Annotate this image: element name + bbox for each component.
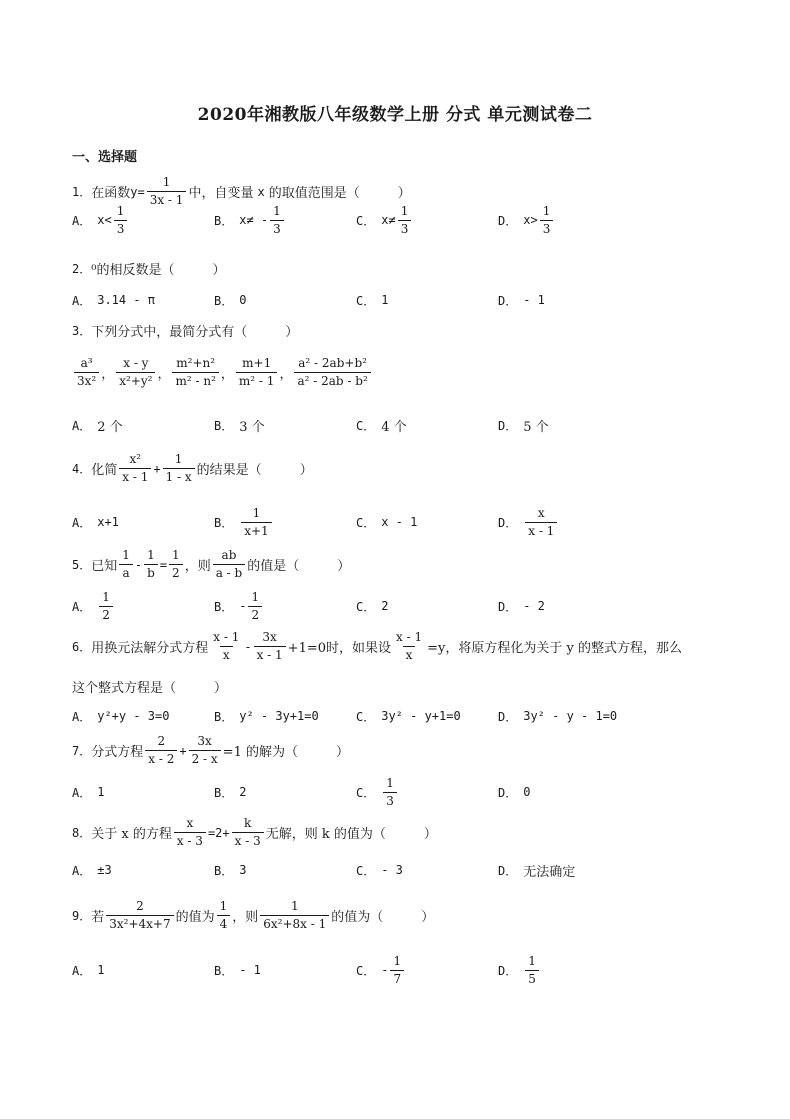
math-text: - <box>134 557 143 572</box>
question-text: 若 <box>91 910 105 925</box>
question-5 <box>72 548 350 581</box>
numerator: 1 <box>174 452 183 466</box>
question-6 <box>72 630 682 663</box>
option-a[interactable] <box>72 590 115 623</box>
numerator: 1 <box>251 589 260 604</box>
fraction <box>169 548 183 581</box>
denominator: 2 <box>99 606 113 623</box>
question-3 <box>72 321 298 340</box>
denominator: 3 <box>540 220 554 237</box>
option-text: 2 个 <box>97 419 123 435</box>
denominator: a² - 2ab - b² <box>294 372 370 389</box>
option-text: 0 <box>239 293 247 307</box>
option-b[interactable] <box>214 862 246 879</box>
denominator: a - b <box>213 564 246 581</box>
option-b[interactable] <box>214 292 246 309</box>
option-a[interactable] <box>72 416 123 435</box>
option-text: 4 个 <box>381 419 407 435</box>
question-text: ） <box>212 263 226 278</box>
fraction <box>241 506 271 539</box>
option-d[interactable] <box>498 861 575 880</box>
denominator: 3 <box>114 220 128 237</box>
numerator: 1 <box>219 899 228 913</box>
numerator: 2 <box>136 899 144 913</box>
denominator: b <box>144 564 158 581</box>
question-text: ） <box>299 463 313 478</box>
option-d[interactable] <box>498 292 545 309</box>
option-text: 3.14 - π <box>97 293 156 307</box>
option-label: A． <box>72 785 92 800</box>
fraction <box>254 630 286 663</box>
option-label: A． <box>72 963 92 978</box>
question-number: 3． <box>72 324 92 338</box>
question-text: 的值为 <box>175 910 215 925</box>
option-text: x - 1 <box>381 515 418 529</box>
fraction <box>74 356 99 389</box>
denominator: x - 1 <box>525 522 557 539</box>
question-text: 已知 <box>91 559 118 574</box>
question-text: ） <box>335 745 349 760</box>
option-label: A． <box>72 599 92 614</box>
question-text: ，则 <box>232 910 259 925</box>
math-text: + <box>153 461 161 476</box>
question-2 <box>72 259 225 278</box>
fraction <box>248 590 262 623</box>
numerator: a³ <box>80 356 93 370</box>
question-text: 的值是（ <box>247 559 300 574</box>
option-a[interactable] <box>72 514 119 531</box>
question-text: 无解，则 k 的值为（ <box>265 827 386 842</box>
denominator: 2 <box>248 606 262 623</box>
option-d[interactable] <box>498 784 530 801</box>
option-label: D． <box>498 863 518 878</box>
option-label: B． <box>214 963 234 978</box>
option-c[interactable] <box>356 954 406 987</box>
denominator: 3x - 1 <box>147 191 187 208</box>
math-text: = <box>159 557 168 572</box>
separator: ， <box>279 367 293 382</box>
option-text: x> <box>523 213 538 227</box>
option-a[interactable] <box>72 292 155 309</box>
fraction <box>210 630 242 663</box>
fraction <box>145 734 177 767</box>
option-label: D． <box>498 293 518 308</box>
question-9 <box>72 899 434 932</box>
fraction <box>383 776 397 809</box>
question-text: 的值为（ <box>331 910 384 925</box>
option-label: B． <box>214 863 234 878</box>
denominator: 2 - x <box>189 750 221 767</box>
numerator: 1 <box>290 899 299 913</box>
option-label: B． <box>214 293 234 308</box>
math-text: + <box>179 743 187 758</box>
numerator: 1 <box>386 775 394 790</box>
option-text: y²+y - 3=0 <box>97 709 170 723</box>
denominator: x+1 <box>241 522 271 539</box>
numerator: x - 1 <box>396 630 423 644</box>
option-text: - <box>239 599 247 613</box>
option-a[interactable] <box>72 204 129 237</box>
option-text: - 2 <box>523 599 545 613</box>
option-text: x≠ <box>381 213 396 227</box>
question-number: 4． <box>72 462 92 476</box>
math-text: x <box>257 184 265 199</box>
numerator: m+1 <box>242 356 272 370</box>
fraction <box>144 548 158 581</box>
numerator: 1 <box>147 548 155 562</box>
fraction <box>163 452 195 485</box>
option-text: 2 <box>239 785 247 799</box>
numerator: 1 <box>542 203 551 218</box>
numerator: a² - 2ab+b² <box>298 356 367 370</box>
option-label: D． <box>498 599 518 614</box>
question-text: 关于 x 的方程 <box>91 827 172 842</box>
fraction <box>525 506 557 539</box>
numerator: 1 <box>400 203 409 218</box>
option-text: 1 <box>97 785 105 799</box>
fraction <box>172 356 218 389</box>
option-text: - <box>381 963 389 977</box>
option-text: 2 <box>381 599 389 613</box>
numerator: x - 1 <box>213 630 240 644</box>
page-title: 2020年湘教版八年级数学上册 分式 单元测试卷二 <box>197 105 593 125</box>
numerator: 1 <box>122 548 130 562</box>
fraction <box>119 452 151 485</box>
fraction <box>393 630 425 663</box>
option-text: 3 <box>239 863 247 877</box>
numerator: x <box>537 505 545 520</box>
question-text: 在函数 <box>91 186 131 201</box>
denominator: x <box>220 646 233 663</box>
denominator: 5 <box>525 970 539 987</box>
option-label: D． <box>498 418 518 433</box>
fraction <box>260 899 329 932</box>
fraction <box>232 816 264 849</box>
numerator: 3x <box>197 734 212 748</box>
option-c[interactable] <box>356 292 388 309</box>
option-label: D． <box>498 785 518 800</box>
option-label: A． <box>72 863 92 878</box>
option-text: 1 <box>381 293 389 307</box>
option-c[interactable] <box>356 416 407 435</box>
fraction <box>525 954 539 987</box>
question-number: 6． <box>72 640 92 654</box>
denominator: 1 - x <box>163 468 195 485</box>
math-text: =2+ <box>207 825 230 840</box>
question-3-fractions <box>72 356 373 389</box>
fraction <box>294 356 370 389</box>
denominator: 3 <box>398 220 412 237</box>
option-label: C． <box>356 709 376 724</box>
numerator: 3x <box>262 630 277 644</box>
option-label: A． <box>72 515 92 530</box>
option-text: 无法确定 <box>523 864 576 880</box>
option-text: - 3 <box>381 863 403 877</box>
option-text: 3 个 <box>239 419 265 435</box>
option-a[interactable] <box>72 862 112 879</box>
option-label: C． <box>356 785 376 800</box>
option-text: 3y² - y - 1=0 <box>523 709 618 723</box>
option-text: 3y² - y+1=0 <box>381 709 461 723</box>
fraction <box>174 816 206 849</box>
option-text: 5 个 <box>523 419 549 435</box>
option-text: x≠ - <box>239 213 269 227</box>
option-text: ±3 <box>97 863 112 877</box>
numerator: 1 <box>273 203 281 218</box>
option-label: B． <box>214 418 234 433</box>
option-b[interactable] <box>214 784 246 801</box>
denominator: 3x² <box>74 372 99 389</box>
denominator: x - 3 <box>232 832 264 849</box>
option-label: C． <box>356 515 376 530</box>
option-c[interactable] <box>356 514 417 531</box>
question-text: ⁰的相反数是（ <box>91 263 175 278</box>
question-text: ） <box>421 910 435 925</box>
option-label: D． <box>498 515 518 530</box>
option-label: A． <box>72 213 92 228</box>
option-c[interactable] <box>356 708 461 725</box>
denominator: x - 1 <box>119 468 151 485</box>
fraction <box>189 734 221 767</box>
question-text: ） <box>214 681 228 696</box>
numerator: 1 <box>252 505 261 520</box>
question-text: ） <box>285 325 299 340</box>
question-text: 中，自变量 <box>188 186 254 201</box>
option-d[interactable] <box>498 506 559 539</box>
question-7 <box>72 734 349 767</box>
denominator: 3 <box>270 220 284 237</box>
denominator: x - 2 <box>145 750 177 767</box>
option-a[interactable] <box>72 708 169 725</box>
fraction <box>390 954 404 987</box>
math-text: y= <box>130 184 145 199</box>
question-number: 9． <box>72 909 92 923</box>
option-label: B． <box>214 213 234 228</box>
option-label: B． <box>214 709 234 724</box>
option-label: D． <box>498 709 518 724</box>
option-label: B． <box>214 515 234 530</box>
question-text: +1=0时，如果设 <box>287 641 391 656</box>
question-text: =1 的解为（ <box>222 745 298 760</box>
option-label: D． <box>498 963 518 978</box>
numerator: 1 <box>172 548 180 562</box>
option-b[interactable] <box>214 506 274 539</box>
denominator: x²+y² <box>116 372 155 389</box>
option-label: C． <box>356 293 376 308</box>
option-d[interactable] <box>498 954 541 987</box>
option-label: D． <box>498 213 518 228</box>
denominator: 2 <box>169 564 183 581</box>
option-label: B． <box>214 785 234 800</box>
fraction <box>99 590 113 623</box>
question-6-line2 <box>72 677 227 696</box>
denominator: 6x²+8x - 1 <box>260 915 329 932</box>
fraction <box>236 356 278 389</box>
denominator: x - 3 <box>174 832 206 849</box>
option-text: 1 <box>97 963 105 977</box>
denominator: 3x²+4x+7 <box>106 915 173 932</box>
question-number: 1． <box>72 185 92 199</box>
question-number: 8． <box>72 826 92 840</box>
option-c[interactable] <box>356 598 388 615</box>
question-text: =y，将原方程化为关于 y 的整式方程，那么 <box>427 641 682 656</box>
separator: ， <box>157 367 171 382</box>
option-label: C． <box>356 963 376 978</box>
question-text: 分式方程 <box>91 745 144 760</box>
numerator: x - y <box>123 356 149 370</box>
fraction <box>116 356 155 389</box>
option-label: A． <box>72 293 92 308</box>
denominator: m² - n² <box>172 372 218 389</box>
fraction <box>398 204 412 237</box>
option-b[interactable] <box>214 962 261 979</box>
question-8 <box>72 816 437 849</box>
numerator: 1 <box>393 953 402 968</box>
question-number: 7． <box>72 744 92 758</box>
denominator: m² - 1 <box>236 372 278 389</box>
denominator: 7 <box>390 970 404 987</box>
fraction <box>106 899 173 932</box>
question-text: ） <box>397 186 411 201</box>
question-text: 用换元法解分式方程 <box>91 641 209 656</box>
denominator: a <box>119 564 132 581</box>
option-text: x+1 <box>97 515 119 529</box>
option-d[interactable] <box>498 598 545 615</box>
fraction <box>217 899 231 932</box>
numerator: ab <box>221 548 237 562</box>
section-heading: 一、选择题 <box>72 150 138 165</box>
fraction <box>270 204 284 237</box>
question-text: 化简 <box>91 463 118 478</box>
numerator: 1 <box>116 203 125 218</box>
question-text: 这个整式方程是（ <box>72 681 177 696</box>
question-number: 5． <box>72 558 92 572</box>
option-text: x< <box>97 213 112 227</box>
option-label: C． <box>356 213 376 228</box>
numerator: 2 <box>157 734 166 748</box>
denominator: 4 <box>217 915 231 932</box>
numerator: x² <box>129 452 142 466</box>
option-c[interactable] <box>356 204 413 237</box>
option-d[interactable] <box>498 416 549 435</box>
numerator: k <box>244 816 252 830</box>
option-b[interactable] <box>214 708 319 725</box>
option-text: y² - 3y+1=0 <box>239 709 319 723</box>
numerator: m²+n² <box>176 356 216 370</box>
fraction <box>114 204 128 237</box>
option-label: C． <box>356 418 376 433</box>
numerator: x <box>186 816 194 830</box>
option-text: - 1 <box>523 293 545 307</box>
fraction <box>213 548 246 581</box>
option-d[interactable] <box>498 204 555 237</box>
numerator: 1 <box>528 953 536 968</box>
option-a[interactable] <box>72 784 104 801</box>
option-b[interactable] <box>214 204 286 237</box>
question-text: ） <box>337 559 351 574</box>
question-4 <box>72 452 313 485</box>
option-label: A． <box>72 709 92 724</box>
option-c[interactable] <box>356 862 403 879</box>
option-label: C． <box>356 863 376 878</box>
option-text: - 1 <box>239 963 261 977</box>
question-number: 2． <box>72 262 92 276</box>
separator: ， <box>101 367 115 382</box>
option-c[interactable] <box>356 776 399 809</box>
denominator: x <box>403 646 416 663</box>
separator: ， <box>220 367 234 382</box>
question-text: ，则 <box>184 559 211 574</box>
fraction <box>147 175 187 208</box>
denominator: x - 1 <box>254 646 286 663</box>
numerator: 1 <box>162 175 171 189</box>
question-text: 下列分式中，最简分式有（ <box>91 325 248 340</box>
option-text: 0 <box>523 785 531 799</box>
fraction <box>540 204 554 237</box>
option-b[interactable] <box>214 590 264 623</box>
option-label: B． <box>214 599 234 614</box>
math-text: - <box>244 639 252 654</box>
question-text: 的结果是（ <box>196 463 262 478</box>
option-b[interactable] <box>214 416 265 435</box>
option-label: C． <box>356 599 376 614</box>
fraction <box>119 548 133 581</box>
numerator: 1 <box>102 589 110 604</box>
option-d[interactable] <box>498 708 617 725</box>
option-a[interactable] <box>72 962 104 979</box>
question-text: ） <box>423 827 437 842</box>
denominator: 3 <box>383 792 397 809</box>
option-label: A． <box>72 418 92 433</box>
question-text: 的取值范围是（ <box>268 186 360 201</box>
